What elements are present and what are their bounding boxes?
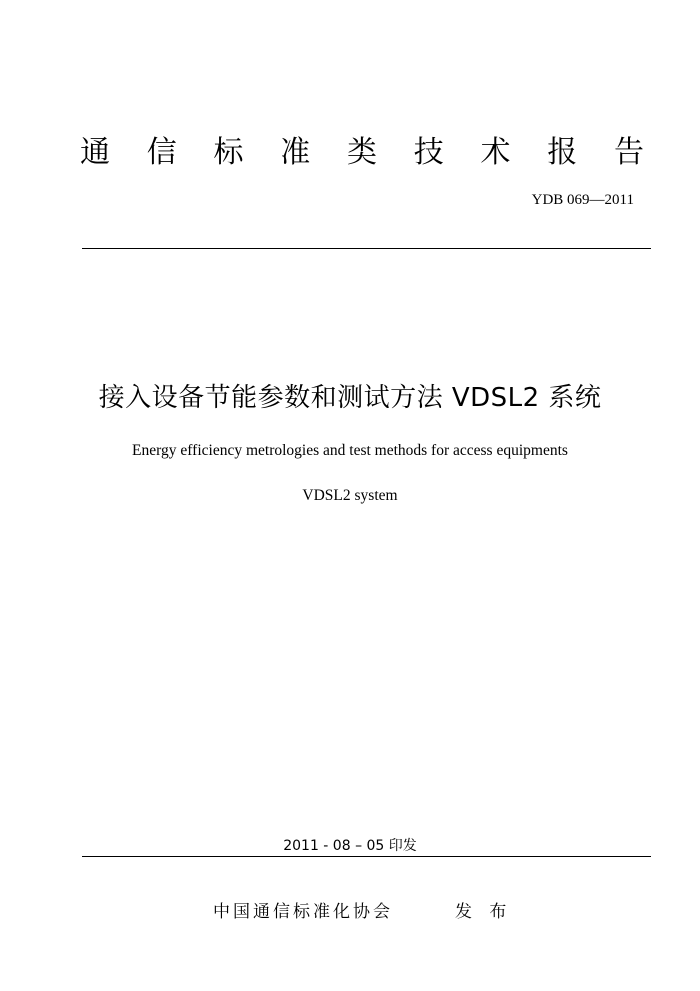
report-type-char: 通 [80, 135, 110, 170]
report-type-heading [62, 133, 662, 173]
report-type-char: 技 [413, 135, 444, 170]
publish-label: 发 布 [455, 902, 513, 922]
issue-date: 2011 - 08 – 05 印发 [283, 838, 417, 854]
document-number: YDB 069—2011 [531, 192, 634, 208]
report-type-char: 准 [280, 135, 311, 170]
report-type-char: 术 [480, 135, 511, 170]
report-type-char: 标 [213, 135, 244, 170]
report-type-char: 报 [547, 135, 578, 170]
top-divider [82, 248, 651, 249]
report-type-char: 类 [347, 135, 377, 170]
publisher-name: 中国通信标准化协会 [213, 902, 393, 922]
english-title: Energy efficiency metrologies and test methods for access equipments [132, 442, 568, 459]
report-type-char: 告 [614, 135, 644, 170]
report-type-char: 信 [146, 135, 177, 170]
chinese-title: 接入设备节能参数和测试方法 VDSL2 系统 [98, 383, 602, 413]
bottom-divider [82, 856, 651, 857]
english-subtitle: VDSL2 system [302, 487, 398, 504]
